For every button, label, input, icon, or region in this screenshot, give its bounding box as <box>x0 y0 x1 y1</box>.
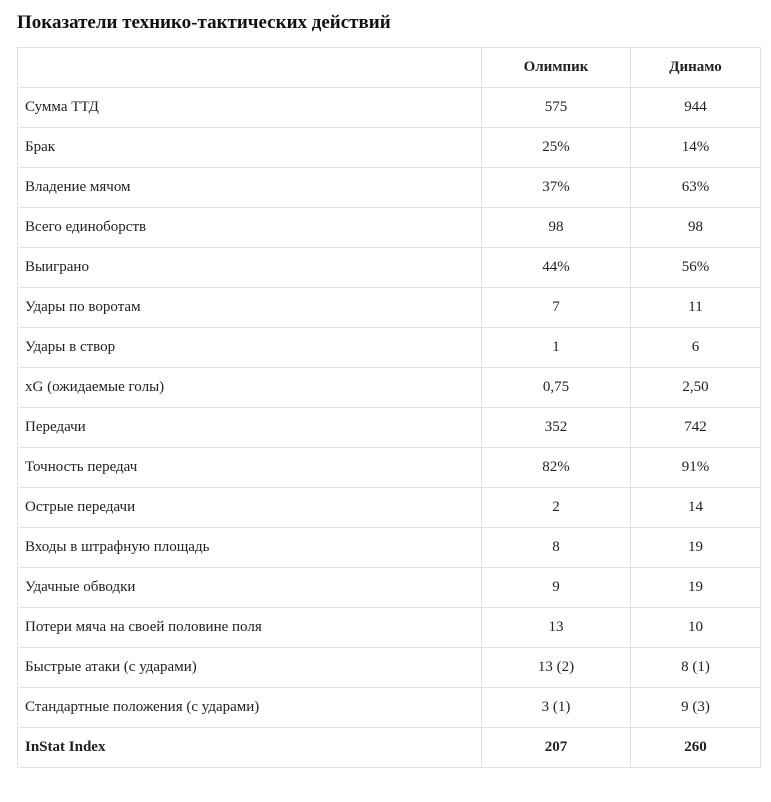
table-header-row <box>18 48 761 88</box>
total-team2-value: 260 <box>631 728 761 768</box>
team2-value: 91% <box>631 448 761 488</box>
stat-label: Выиграно <box>18 248 482 288</box>
table-row <box>18 448 761 488</box>
stat-label: Удачные обводки <box>18 568 482 608</box>
team1-value: 3 (1) <box>482 688 631 728</box>
table-row <box>18 688 761 728</box>
stat-label: Передачи <box>18 408 482 448</box>
table-row <box>18 648 761 688</box>
team1-value: 37% <box>482 168 631 208</box>
table-row <box>18 328 761 368</box>
team1-value: 352 <box>482 408 631 448</box>
team1-value: 2 <box>482 488 631 528</box>
stat-label: Владение мячом <box>18 168 482 208</box>
table-row <box>18 528 761 568</box>
team1-value: 575 <box>482 88 631 128</box>
team2-value: 63% <box>631 168 761 208</box>
team1-value: 98 <box>482 208 631 248</box>
team2-value: 14% <box>631 128 761 168</box>
team1-value: 82% <box>482 448 631 488</box>
team2-value: 11 <box>631 288 761 328</box>
team1-value: 13 <box>482 608 631 648</box>
table-row <box>18 488 761 528</box>
team1-value: 0,75 <box>482 368 631 408</box>
header-empty-cell <box>18 48 482 88</box>
table-row <box>18 568 761 608</box>
team2-value: 6 <box>631 328 761 368</box>
team1-value: 13 (2) <box>482 648 631 688</box>
team2-value: 10 <box>631 608 761 648</box>
team1-value: 7 <box>482 288 631 328</box>
table-row <box>18 368 761 408</box>
team1-value: 25% <box>482 128 631 168</box>
stat-label: xG (ожидаемые голы) <box>18 368 482 408</box>
stats-table <box>17 47 761 768</box>
team2-value: 98 <box>631 208 761 248</box>
table-row <box>18 288 761 328</box>
team2-value: 9 (3) <box>631 688 761 728</box>
total-label: InStat Index <box>18 728 482 768</box>
stat-label: Потери мяча на своей половине поля <box>18 608 482 648</box>
team1-value: 44% <box>482 248 631 288</box>
team2-value: 2,50 <box>631 368 761 408</box>
stat-label: Удары в створ <box>18 328 482 368</box>
total-team1-value: 207 <box>482 728 631 768</box>
table-row <box>18 88 761 128</box>
stat-label: Стандартные положения (с ударами) <box>18 688 482 728</box>
stat-label: Всего единоборств <box>18 208 482 248</box>
page-title: Показатели технико-тактических действий <box>17 12 391 33</box>
total-row <box>18 728 761 768</box>
team2-value: 19 <box>631 528 761 568</box>
team2-value: 8 (1) <box>631 648 761 688</box>
stat-label: Брак <box>18 128 482 168</box>
table-row <box>18 128 761 168</box>
stat-label: Сумма ТТД <box>18 88 482 128</box>
team1-value: 8 <box>482 528 631 568</box>
table-row <box>18 168 761 208</box>
table-row <box>18 208 761 248</box>
stat-label: Точность передач <box>18 448 482 488</box>
stat-label: Острые передачи <box>18 488 482 528</box>
stats-table-body <box>18 88 761 768</box>
stat-label: Удары по воротам <box>18 288 482 328</box>
header-team-dinamo: Динамо <box>631 48 761 88</box>
team2-value: 742 <box>631 408 761 448</box>
team1-value: 9 <box>482 568 631 608</box>
stat-label: Быстрые атаки (с ударами) <box>18 648 482 688</box>
team2-value: 19 <box>631 568 761 608</box>
table-row <box>18 408 761 448</box>
header-team-olimpik: Олимпик <box>482 48 631 88</box>
team1-value: 1 <box>482 328 631 368</box>
team2-value: 14 <box>631 488 761 528</box>
team2-value: 944 <box>631 88 761 128</box>
table-row <box>18 248 761 288</box>
stat-label: Входы в штрафную площадь <box>18 528 482 568</box>
table-row <box>18 608 761 648</box>
team2-value: 56% <box>631 248 761 288</box>
